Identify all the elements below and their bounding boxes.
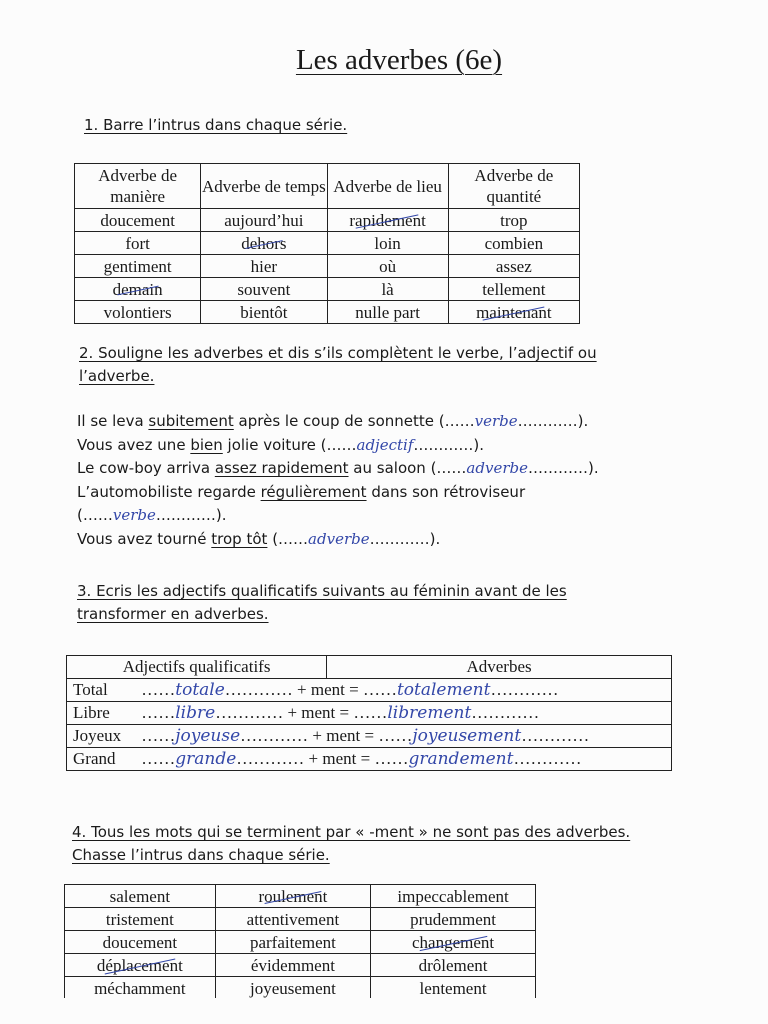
word: doucement [100, 210, 175, 230]
underlined-adverb: trop tôt [211, 529, 268, 548]
handwritten-answer: adverbe [466, 459, 528, 478]
word: assez [495, 256, 532, 276]
word: impeccablement [397, 886, 509, 906]
word: méchamment [94, 978, 186, 998]
column-header: Adverbe de quantité [448, 164, 579, 209]
word: déplacement [96, 955, 183, 975]
sentence-text: ). [587, 459, 599, 478]
table-cell [327, 255, 448, 278]
word: lentement [419, 978, 487, 998]
table-row [67, 725, 672, 748]
sentence-text: ( [77, 506, 83, 525]
plus-ment: + ment = [297, 680, 359, 699]
underlined-adverb: régulièrement [260, 482, 367, 501]
word: tristement [105, 909, 174, 929]
table-cell [65, 954, 216, 977]
table-cell [201, 209, 327, 232]
word: maintenant [476, 302, 552, 322]
handwritten-adverb: grandement [408, 749, 514, 769]
handwritten-feminine: joyeuse [175, 726, 241, 746]
table-cell [327, 232, 448, 255]
underlined-adverb: subitement [148, 412, 234, 430]
sentence-text: L’automobiliste regarde [77, 482, 261, 501]
table-row [75, 278, 580, 301]
exercise3-table [66, 655, 672, 771]
exercise4-heading: 4. Tous les mots qui se terminent par « -ment » ne sont pas des adverbes. Chasse l’intrus dans chaque série. [72, 823, 631, 864]
dots: …… [137, 726, 176, 745]
dots: …… [444, 412, 475, 430]
table-cell [75, 209, 201, 232]
exercise1-heading: 1. Barre l’intrus dans chaque série. [84, 116, 348, 134]
underlined-adverb: bien [190, 435, 223, 454]
sentence-line [77, 434, 599, 458]
word: tellement [482, 279, 546, 299]
word: prudemment [410, 909, 497, 929]
sentence-text: ( [267, 529, 279, 548]
column-header: Adverbe de lieu [327, 164, 448, 209]
table-cell [67, 725, 672, 748]
word: salement [109, 886, 171, 906]
table-cell [65, 931, 216, 954]
table-row [75, 232, 580, 255]
table-cell [67, 702, 672, 725]
table-cell [371, 977, 536, 1000]
word: fort [125, 233, 150, 253]
dots: ………… [240, 726, 313, 745]
dots: ………… [236, 749, 309, 768]
table-cell [448, 255, 579, 278]
word: combien [484, 233, 544, 253]
dots: …… [137, 749, 176, 768]
table-cell [371, 908, 536, 931]
table-row [65, 908, 536, 931]
table-cell [448, 301, 579, 324]
table-cell [215, 954, 370, 977]
table-row [67, 702, 672, 725]
table-cell [215, 977, 370, 1000]
handwritten-answer: verbe [112, 506, 156, 525]
sentence-text: dans son rétroviseur [366, 482, 526, 501]
column-header: Adverbe de temps [201, 164, 327, 209]
word: hier [250, 256, 278, 276]
sentence-text: Il se leva [77, 412, 149, 430]
table-row [65, 885, 536, 908]
table-row [65, 931, 536, 954]
plus-ment: + ment = [312, 726, 375, 745]
word: dehors [241, 233, 287, 253]
column-header-adverbes: Adverbes [327, 656, 672, 679]
sentence-text: Vous avez tourné [77, 529, 212, 548]
table-cell [65, 908, 216, 931]
handwritten-adverb: totalement [396, 680, 491, 700]
page-bottom-edge [0, 998, 768, 1024]
word: parfaitement [249, 932, 336, 952]
sentence-text: ). [429, 529, 441, 548]
table-row [65, 954, 536, 977]
dots: ………… [155, 506, 216, 525]
dots: ………… [490, 680, 559, 699]
dots: ………… [513, 749, 582, 768]
exercise2-heading: 2. Souligne les adverbes et dis s’ils complètent le verbe, l’adjectif ou l’adverbe. [79, 344, 597, 385]
table-cell [75, 278, 201, 301]
word: demain [112, 279, 163, 299]
word: où [379, 256, 397, 276]
dots: …… [278, 529, 309, 548]
dots: …… [137, 680, 176, 699]
table-cell [327, 209, 448, 232]
dots: ………… [369, 529, 430, 548]
table-row [67, 748, 672, 771]
sentence-line [77, 504, 599, 528]
word: loin [374, 233, 401, 253]
table-cell [371, 931, 536, 954]
sentence-text: après le coup de sonnette ( [233, 412, 445, 430]
table-cell [65, 977, 216, 1000]
sentence-text: Vous avez une [77, 435, 191, 454]
word: bientôt [240, 302, 288, 322]
handwritten-adverb: joyeusement [412, 726, 522, 746]
table-cell [201, 232, 327, 255]
table-cell [327, 278, 448, 301]
handwritten-answer: adjectif [356, 435, 414, 454]
sentence-line [77, 457, 599, 481]
dots: …… [82, 506, 113, 525]
word: joyeusement [249, 978, 336, 998]
table-cell [201, 255, 327, 278]
dots: ………… [527, 459, 588, 478]
underlined-adverb: assez rapidement [214, 459, 349, 478]
table-cell [67, 748, 672, 771]
word: souvent [237, 279, 291, 299]
table-cell [75, 301, 201, 324]
table-row [65, 977, 536, 1000]
sentence-line [77, 528, 599, 552]
word: changement [412, 932, 495, 952]
sentence-text: ). [473, 435, 484, 454]
adjective: Total [73, 680, 108, 699]
word: drôlement [418, 955, 488, 975]
table-cell [371, 954, 536, 977]
exercise1-table [74, 163, 580, 324]
sentence-text: jolie voiture ( [222, 435, 327, 454]
word: rapidement [349, 210, 426, 230]
word: là [381, 279, 394, 299]
handwritten-feminine: totale [175, 680, 225, 700]
table-cell [448, 232, 579, 255]
dots: ………… [517, 412, 578, 430]
table-row [75, 301, 580, 324]
handwritten-answer: verbe [474, 412, 518, 430]
exercise3-rows [67, 679, 672, 771]
word: attentivement [246, 909, 340, 929]
exercise1-rows [75, 209, 580, 324]
table-cell [201, 301, 327, 324]
dots: …… [326, 435, 357, 454]
table-row [75, 209, 580, 232]
table-cell [448, 209, 579, 232]
handwritten-feminine: grande [175, 749, 237, 769]
plus-ment: + ment = [308, 749, 371, 768]
adjective: Grand [73, 749, 116, 768]
adjective: Libre [73, 703, 110, 722]
word: nulle part [355, 302, 420, 322]
table-cell [67, 679, 672, 702]
dots: …… [358, 680, 397, 699]
table-cell [65, 885, 216, 908]
word: trop [500, 210, 528, 230]
sentence-text: Le cow-boy arriva [77, 459, 215, 478]
table-row [75, 255, 580, 278]
table-row [67, 679, 672, 702]
column-header: Adverbe de manière [75, 164, 201, 209]
dots: ………… [215, 703, 288, 722]
word: aujourd’hui [224, 210, 304, 230]
table-cell [75, 232, 201, 255]
sentence-line [77, 410, 599, 434]
handwritten-adverb: librement [387, 703, 472, 723]
table-cell [215, 885, 370, 908]
handwritten-feminine: libre [175, 703, 216, 723]
sentence-text: ). [577, 412, 589, 430]
dots: ………… [471, 703, 540, 722]
dots: …… [137, 703, 176, 722]
sentence-text: ). [215, 506, 227, 525]
dots: …… [349, 703, 388, 722]
adjective: Joyeux [73, 726, 122, 745]
dots: …… [374, 726, 413, 745]
sentence-text: au saloon ( [348, 459, 437, 478]
exercise4-rows [65, 885, 536, 1000]
dots: …… [436, 459, 467, 478]
word: volontiers [103, 302, 172, 322]
word: évidemment [250, 955, 335, 975]
word: doucement [102, 932, 178, 952]
exercise4-table [64, 884, 536, 1000]
word: gentiment [103, 256, 172, 276]
plus-ment: + ment = [287, 703, 350, 722]
column-header-adjectifs: Adjectifs qualificatifs [67, 656, 327, 679]
table-cell [371, 885, 536, 908]
table-cell [215, 908, 370, 931]
dots: …… [370, 749, 409, 768]
table-cell [75, 255, 201, 278]
dots: ………… [413, 435, 474, 454]
word: roulement [258, 886, 328, 906]
dots: ………… [224, 680, 298, 699]
handwritten-answer: adverbe [308, 529, 370, 548]
table-cell [327, 301, 448, 324]
table-cell [215, 931, 370, 954]
dots: ………… [521, 726, 590, 745]
exercise3-heading: 3. Ecris les adjectifs qualificatifs suivants au féminin avant de les transformer en adverbes. [77, 582, 567, 623]
table-cell [201, 278, 327, 301]
page-title: Les adverbes (6e) [295, 44, 503, 76]
exercise2-sentences [77, 410, 599, 552]
table-cell [448, 278, 579, 301]
sentence-line [77, 481, 599, 505]
